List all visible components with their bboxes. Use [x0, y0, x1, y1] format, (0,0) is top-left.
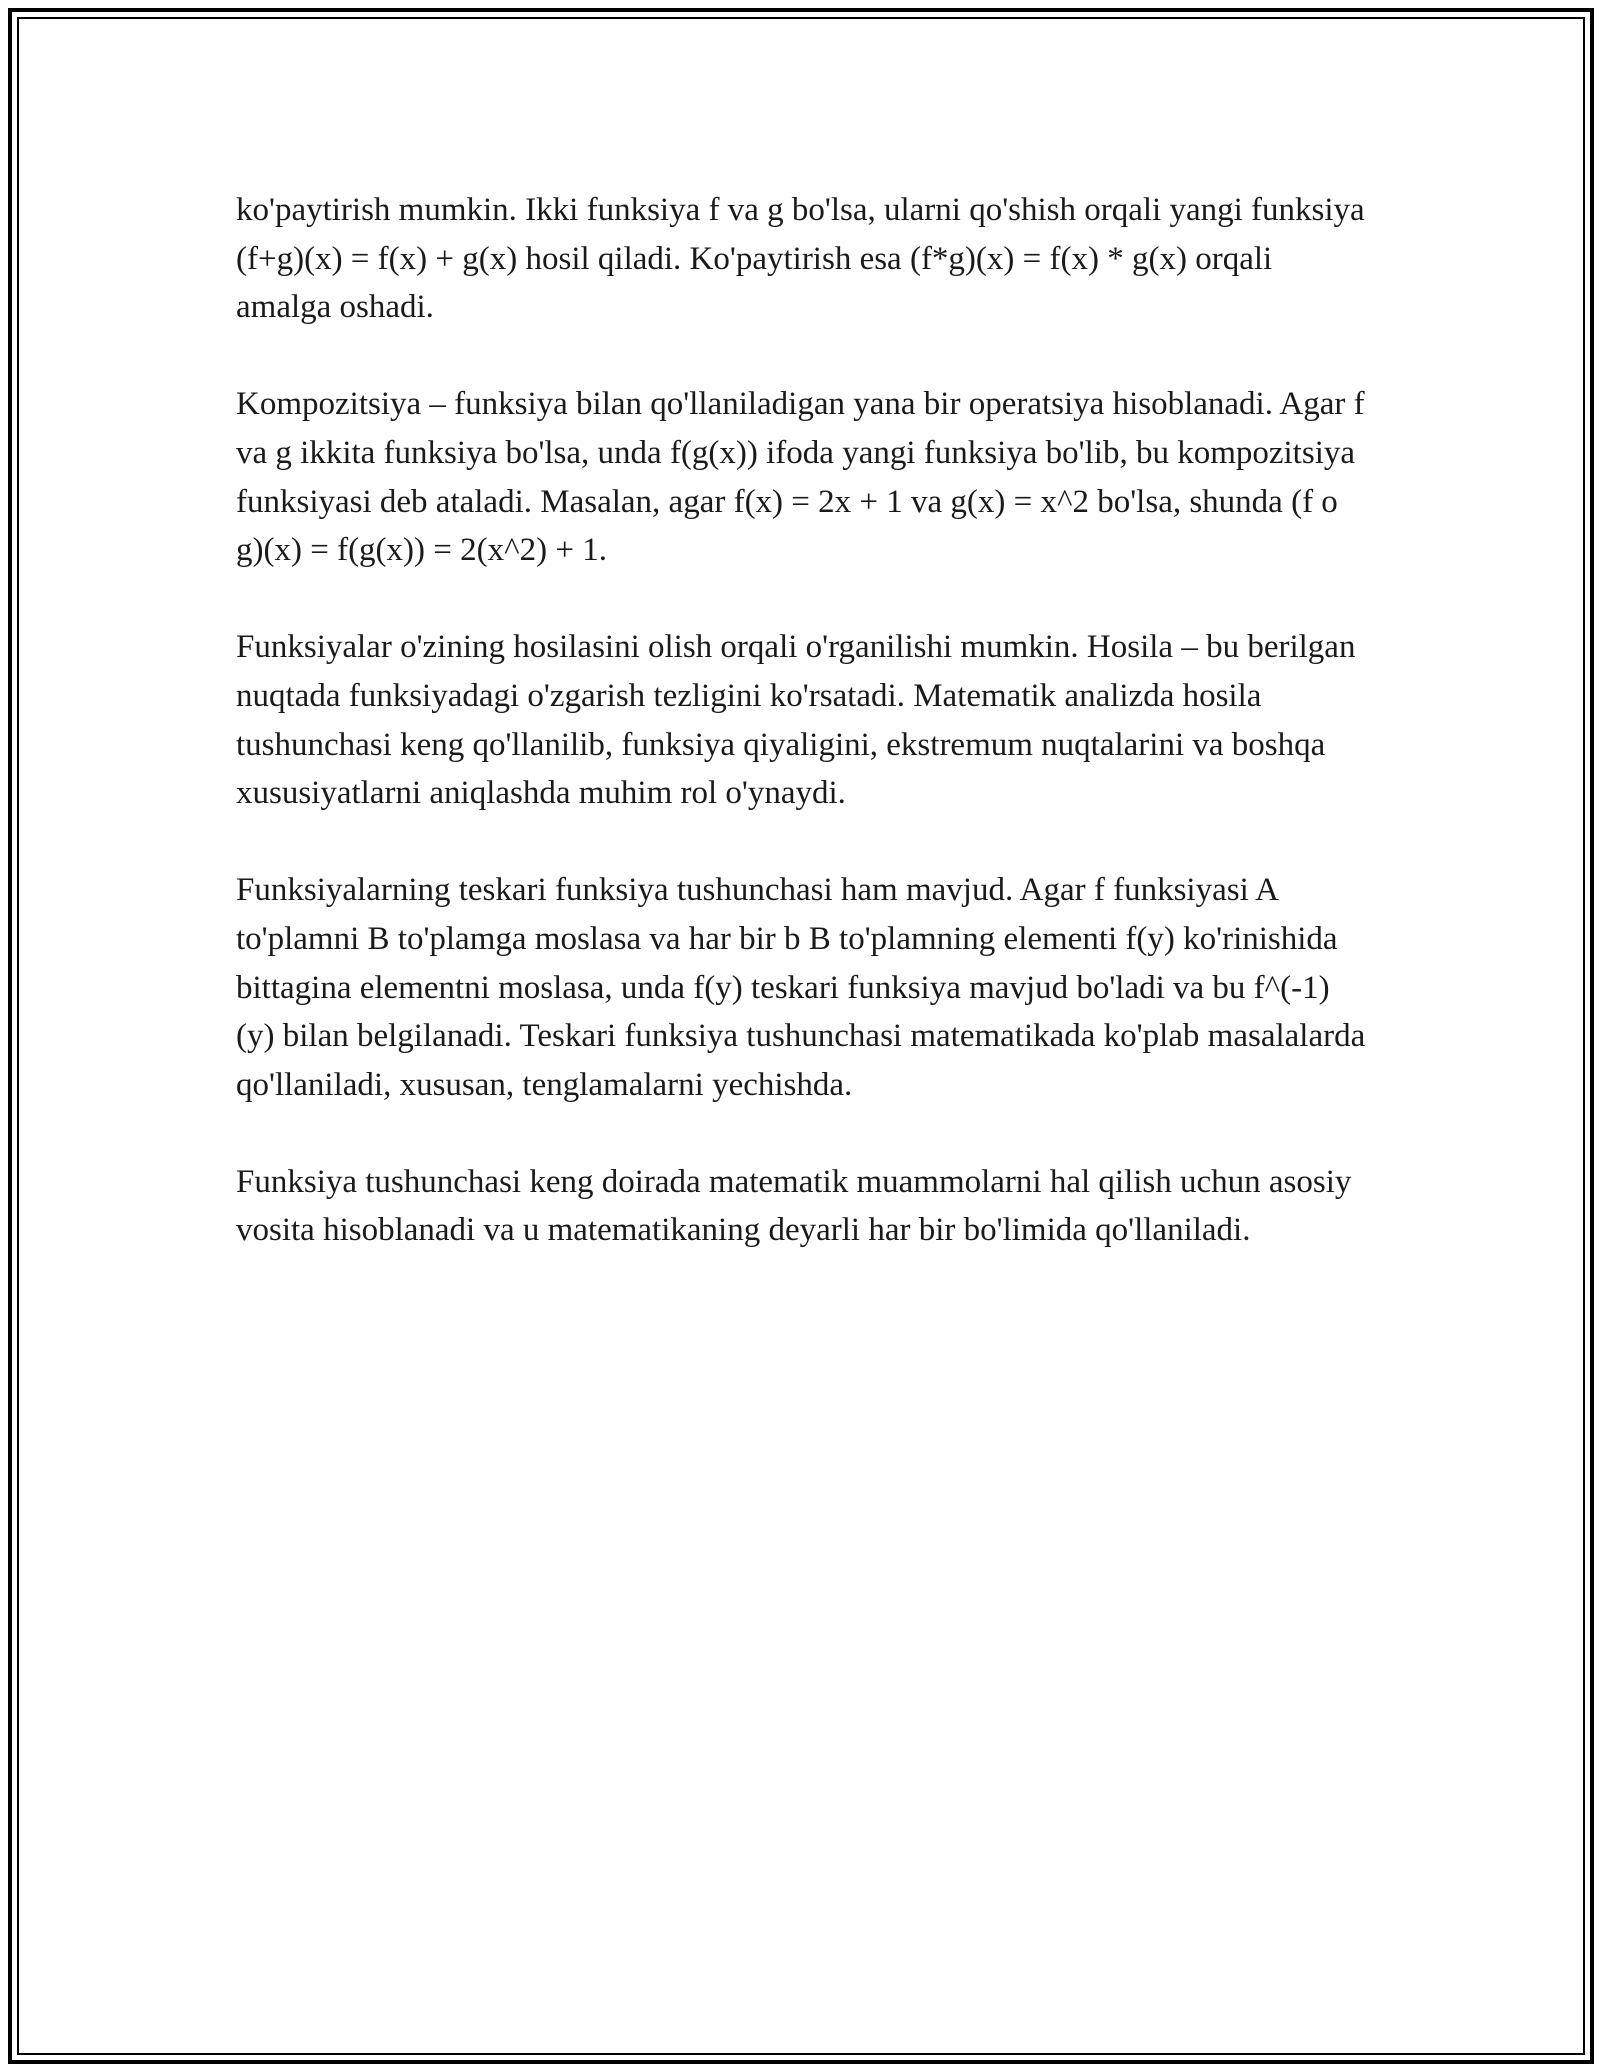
paragraph-conclusion: Funksiya tushunchasi keng doirada matematik muammolarni hal qilish uchun asosiy vosita hisoblanadi va u matematikaning deyarli har bir bo'limida qo'llaniladi.	[236, 1163, 1352, 1249]
paragraph-inverse-function: Funksiyalarning teskari funksiya tushunchasi ham mavjud. Agar f funksiyasi A to'plamni B to'plamga moslasa va har bir b B to'plamning elementi f(y) ko'rinishida bittagina elementni moslasa, unda f(y) teskari funksiya mavjud bo'ladi va bu f^(-1)(y) bilan belgilanadi. Teskari funksiya tushunchasi matematikada ko'plab masalalarda qo'llaniladi, xususan, tenglamalarni yechishda.	[236, 872, 1366, 1103]
paragraph-composition: Kompozitsiya – funksiya bilan qo'llaniladigan yana bir operatsiya hisoblanadi. Agar f va g ikkita funksiya bo'lsa, unda f(g(x)) ifoda yangi funksiya bo'lib, bu kompozitsiya funksiyasi deb ataladi. Masalan, agar f(x) = 2x + 1 va g(x) = x^2 bo'lsa, shunda (f o g)(x) = f(g(x)) = 2(x^2) + 1.	[236, 386, 1365, 569]
paragraph-function-operations: ko'paytirish mumkin. Ikki funksiya f va g bo'lsa, ularni qo'shish orqali yangi funksiya (f+g)(x) = f(x) + g(x) hosil qiladi. Ko'paytirish esa (f*g)(x) = f(x) * g(x) orqali amalga oshadi.	[236, 192, 1365, 326]
paragraph-derivative: Funksiyalar o'zining hosilasini olish orqali o'rganilishi mumkin. Hosila – bu berilgan nuqtada funksiyadagi o'zgarish tezligini ko'rsatadi. Matematik analizda hosila tushunchasi keng qo'llanilib, funksiya qiyaligini, ekstremum nuqtalarini va boshqa xususiyatlarni aniqlashda muhim rol o'ynaydi.	[236, 629, 1356, 812]
document-body	[236, 186, 1366, 1304]
